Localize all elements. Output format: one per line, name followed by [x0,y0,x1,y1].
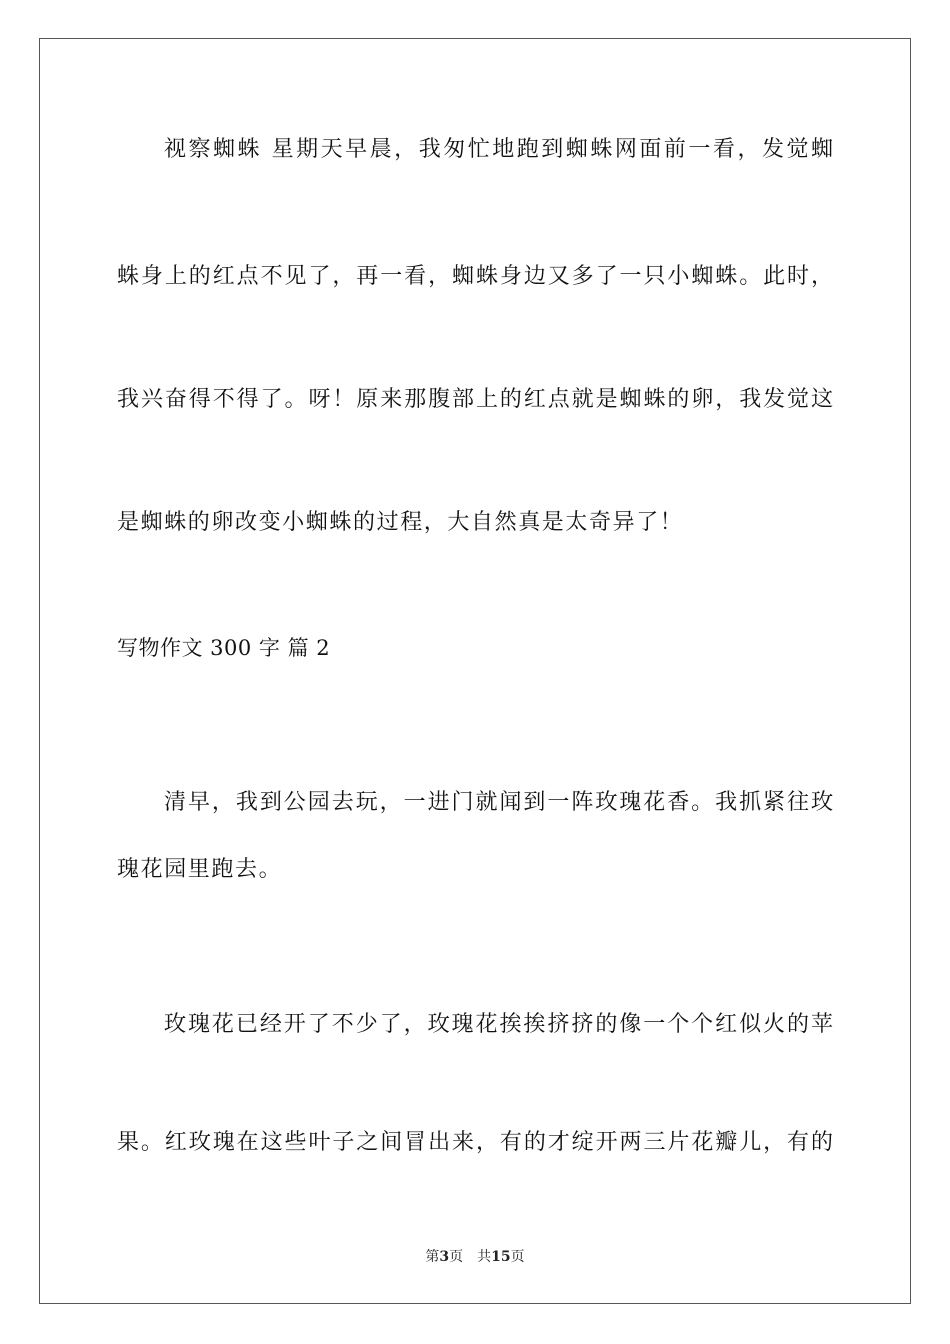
total-prefix: 共 [477,1249,492,1265]
paragraph-line-6: 瑰花园里跑去。 [117,857,283,882]
paragraph-line-7: 玫瑰花已经开了不少了，玫瑰花挨挨挤挤的像一个个红似火的苹 [164,1012,833,1037]
page-number: 3 [439,1249,450,1265]
page-footer [0,1248,950,1266]
section-heading: 写物作文 300 字 篇 2 [117,636,331,660]
paragraph-line-5: 清早，我到公园去玩，一进门就闻到一阵玫瑰花香。我抓紧往玫 [164,790,833,815]
page-border [39,38,911,1304]
page-prefix: 第 [425,1249,440,1265]
paragraph-line-3: 我兴奋得不得了。呀！原来那腹部上的红点就是蜘蛛的卵，我发觉这 [117,387,833,412]
paragraph-line-4: 是蜘蛛的卵改变小蜘蛛的过程，大自然真是太奇异了！ [117,510,684,535]
paragraph-line-2: 蛛身上的红点不见了，再一看，蜘蛛身边又多了一只小蜘蛛。此时， [117,264,833,289]
paragraph-line-1: 视察蜘蛛 星期天早晨，我匆忙地跑到蜘蛛网面前一看，发觉蜘 [164,137,833,162]
total-suffix: 页 [510,1249,525,1265]
paragraph-line-8: 果。红玫瑰在这些叶子之间冒出来，有的才绽开两三片花瓣儿，有的 [117,1130,833,1155]
total-pages: 15 [491,1249,511,1265]
page-suffix: 页 [449,1249,464,1265]
